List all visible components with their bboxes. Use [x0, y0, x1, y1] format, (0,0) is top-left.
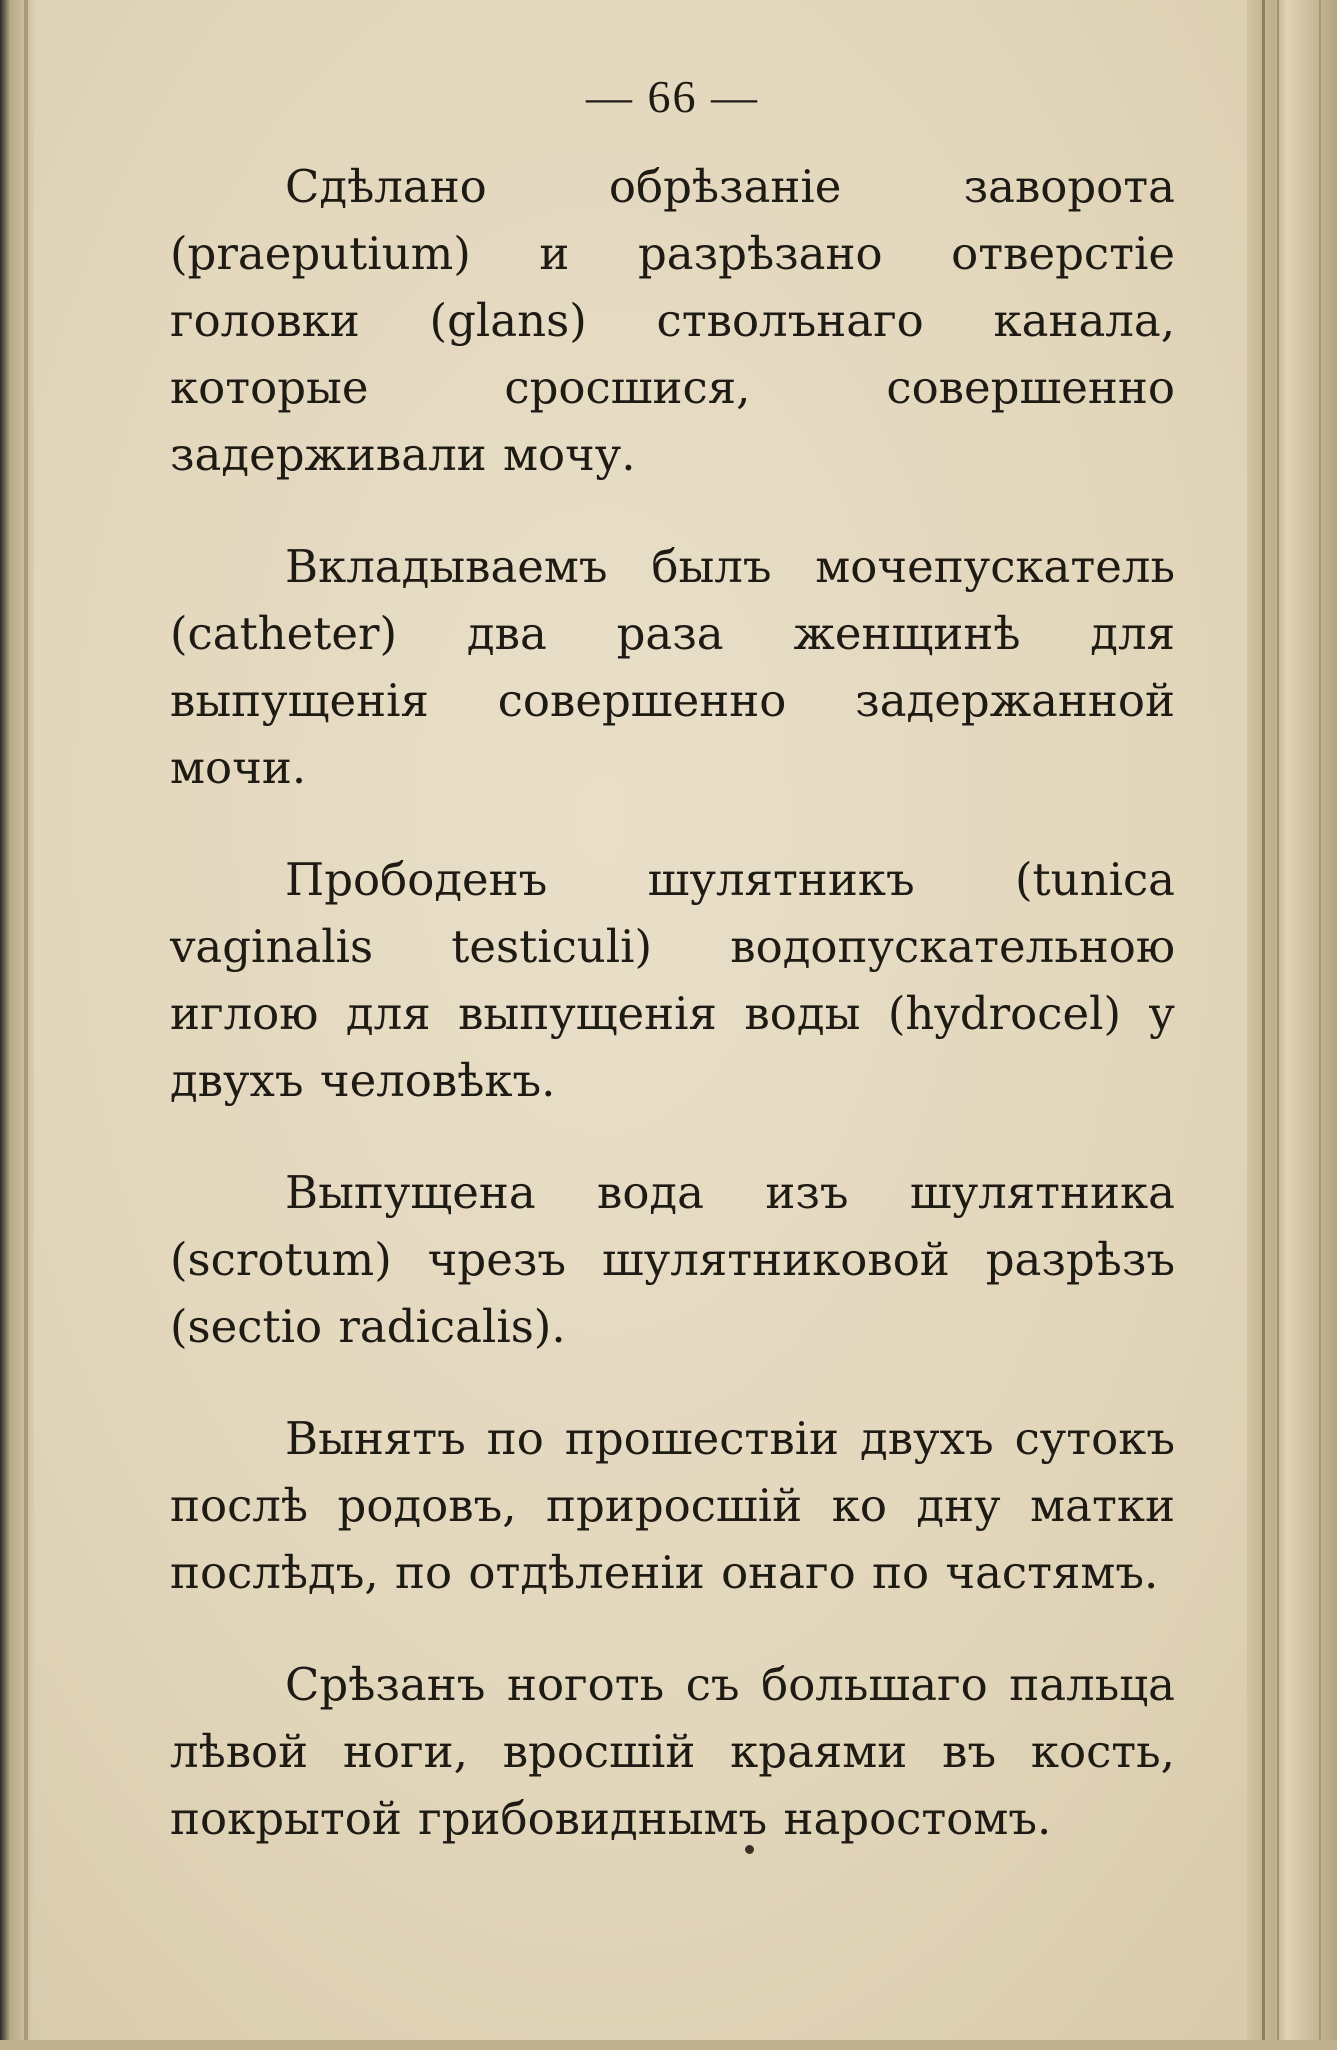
paragraph-6: Срѣзанъ ноготь съ большаго пальца лѣвой ноги, вросшій краями въ кость, покрытой грибовиднымъ наростомъ. [170, 1658, 1175, 1845]
gutter-line [1319, 0, 1321, 2050]
paragraph-1: Сдѣлано обрѣзаніе заворота (praeputium) и разрѣзано отверстіе головки (glans) стволънаго канала, которые сросшися, совершенно задерживали мочу. [170, 160, 1175, 481]
page-left-rule [24, 0, 28, 2050]
page-bottom-edge [0, 2040, 1337, 2050]
paragraph-5: Вынятъ по прошествіи двухъ сутокъ послѣ родовъ, приросшій ко дну матки послѣдъ, по отдѣленіи онаго по частямъ. [170, 1412, 1175, 1599]
book-gutter [1247, 0, 1337, 2050]
paragraph-2: Вкладываемъ былъ мочепускатель (catheter) два раза женщинѣ для выпущенія совершенно задержанной мочи. [170, 540, 1175, 794]
ink-speck [745, 1845, 754, 1854]
page-content [170, 70, 1175, 1897]
gutter-line [1262, 0, 1265, 2050]
page-number: — 66 — [586, 71, 759, 122]
paragraph-4: Выпущена вода изъ шулятника (scrotum) чрезъ шулятниковой разрѣзъ (sectio radicalis). [170, 1166, 1175, 1353]
page-left-edge [0, 0, 34, 2050]
gutter-line [1277, 0, 1279, 2050]
paragraph-3: Прободенъ шулятникъ (tunica vaginalis testiculi) водопускательною иглою для выпущенія воды (hydrocel) у двухъ человѣкъ. [170, 853, 1175, 1107]
